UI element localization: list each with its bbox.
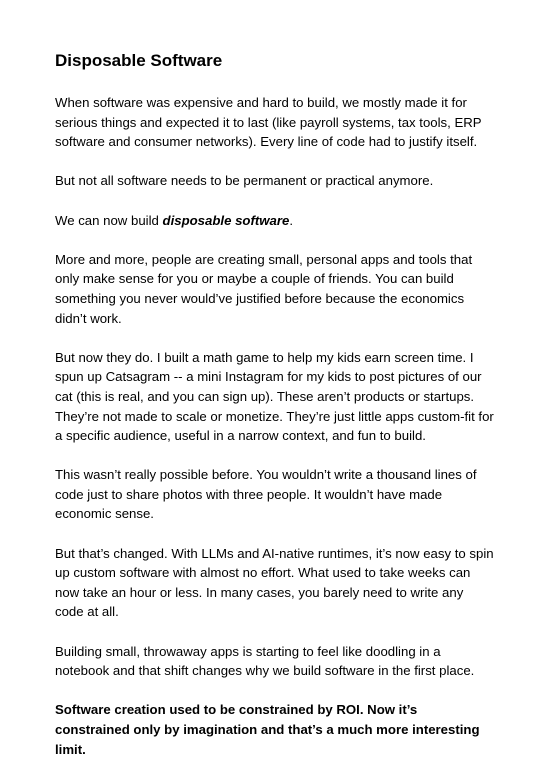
paragraph-3-text-before: We can now build [55,212,163,228]
paragraph-1: When software was expensive and hard to build, we mostly made it for serious things and expected it to last (like payroll systems, tax tools, ERP software and consumer networks). Every line of code had to justify itself. [55,95,482,150]
paragraph-5: But now they do. I built a math game to help my kids earn screen time. I spun up Catsagram -- a mini Instagram for my kids to post pictures of our cat (this is real, and you can sign up). These aren’t products or startups. They’re not made to scale or monetize. They’re just little apps custom-fit for a specific audience, useful in a narrow context, and fun to build. [55,349,494,444]
conclusion-paragraph: Software creation used to be constrained by ROI. Now it’s constrained only by imagination and that’s a much more interesting limit. [55,702,480,757]
emphasized-phrase: disposable software [162,212,290,228]
paragraph-3-text-after: . [289,212,293,228]
paragraph-7: But that’s changed. With LLMs and AI-native runtimes, it’s now easy to spin up custom software with almost no effort. What used to take weeks can now take an hour or less. In many cases, you barely need to write any code at all. [55,545,494,620]
paragraph-3 [55,211,495,231]
document-title: Disposable Software [55,51,223,70]
document-page [55,49,495,779]
paragraph-2: But not all software needs to be permanent or practical anymore. [55,173,434,189]
paragraph-6: This wasn’t really possible before. You wouldn’t write a thousand lines of code just to share photos with three people. It wouldn’t have made economic sense. [55,467,477,522]
paragraph-4: More and more, people are creating small, personal apps and tools that only make sense for you or maybe a couple of friends. You can build something you never would’ve justified before because the economics didn’t work. [55,251,473,326]
paragraph-8: Building small, throwaway apps is starting to feel like doodling in a notebook and that shift changes why we build software in the first place. [55,643,475,679]
